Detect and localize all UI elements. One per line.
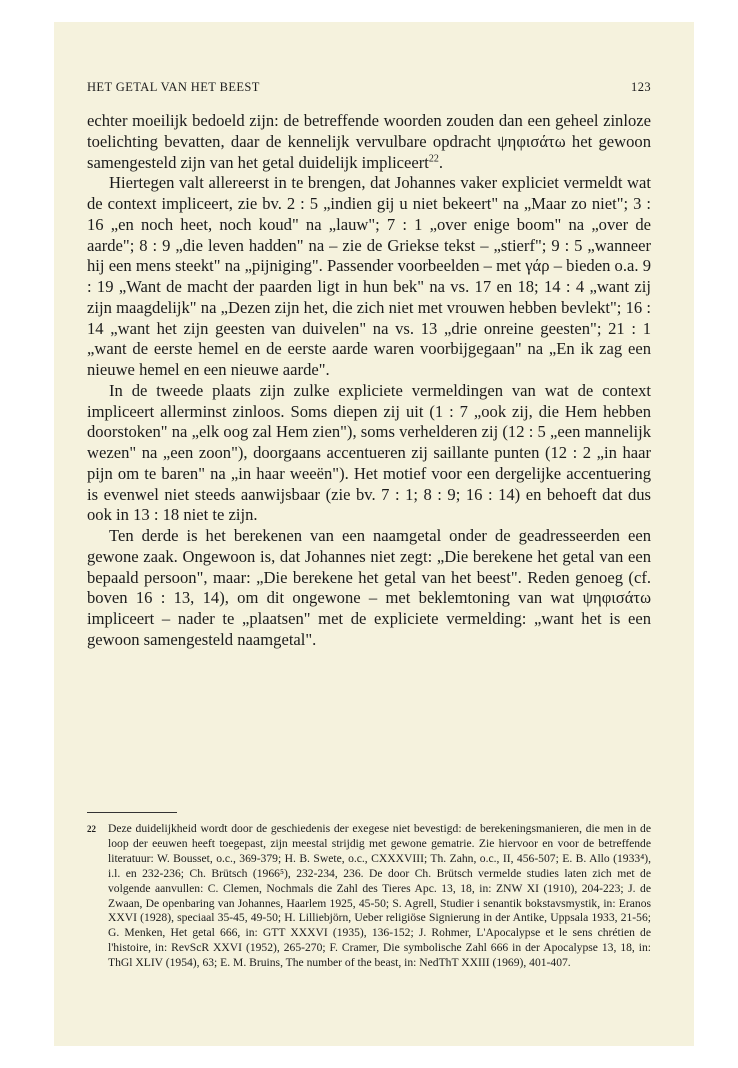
p2-text-1: Hiertegen valt allereerst in te brengen, dat Johannes vaker expliciet vermeldt wat de context impliceert, zie bv. 2 : 5 „indien gij u niet bekeert" na „Maar zo niet"; 3 : 16 „en noch heet, noch koud" na „lauw"; 7 : 1 „over enige boom" na „over de aarde"; 8 : 9 „die leven hadden" na – zie de Griekse tekst – „stierf"; 9 : 5 „wanneer hij een mens steekt" na „pijniging". Passender voorbeelden – met <box>87 173 651 276</box>
paragraph-4 <box>87 526 651 651</box>
p4-text-1: Ten derde is het berekenen van een naamgetal onder de geadresseerden een gewone zaak. Ongewoon is, dat Johannes niet zegt: „Die berekene het getal van een bepaald persoon", maar: „Die berekene het getal van het beest". Reden genoeg (cf. boven 16 : 13, 14), om dit ongewone – met beklemtoning van wat <box>87 526 651 608</box>
page-number: 123 <box>631 80 651 94</box>
footnote-ref: 22 <box>428 152 439 164</box>
footnote-rule <box>87 812 177 813</box>
p1-text-1: echter moeilijk bedoeld zijn: de betreffende woorden zouden dan een geheel zinloze toelichting bevatten, daar de kennelijk vervulbare opdracht <box>87 111 651 151</box>
paragraph-3: In de tweede plaats zijn zulke expliciete vermeldingen van wat de context impliceert allerminst zinloos. Soms diepen zij uit (1 : 7 „ook zij, die Hem hebben doorstoken" na „elk oog zal Hem zien"), soms verhelderen zij (12 : 5 „een mannelijk wezen" na „een zoon"), doorgaans accentueren zij saillante punten (12 : 2 „in haar pijn om te baren" na „in haar weeën"). Het motief voor een dergelijke accentuering is evenwel niet steeds aanwijsbaar (zie bv. 7 : 1; 8 : 9; 16 : 14) en behoeft dat dus ook in 13 : 18 niet te zijn. <box>87 380 651 525</box>
paragraph-1 <box>87 111 651 173</box>
p4-greek: ψηφισάτω <box>582 588 651 608</box>
footnote-text: Deze duidelijkheid wordt door de geschiedenis der exegese niet bevestigd: de berekeningsmanieren, die men in de loop der eeuwen heeft toegepast, zijn meestal strijdig met gewone gematrie. Zie hiervoor en voor de betreffende literatuur: W. Bousset, o.c., 369-379; H. B. Swete, o.c., CXXXVIII; Th. Zahn, o.c., II, 456-507; E. B. Allo (1933⁴), i.l. en 232-236; Ch. Brütsch (1966⁵), 232-234, 236. De door Ch. Brütsch vermelde studies laten zich met de volgende aanvullen: C. Clemen, Nochmals die Zahl des Tieres Apc. 13, 18, in: ZNW XI (1910), 204-223; J. de Zwaan, De openbaring van Johannes, Haarlem 1925, 45-50; S. Agrell, Studier i senantik bokstavsmystik, in: Eranos XXVI (1928), speciaal 35-45, 49-50; H. Lilliebjörn, Ueber religiöse Signierung in der Antike, Uppsala 1933, 21-56; G. Menken, Het getal 666, in: GTT XXXVI (1935), 136-152; J. Rohmer, L'Apocalypse et le sens chrétien de l'histoire, in: RevScR XXVI (1952), 265-270; F. Cramer, Die symbolische Zahl 666 in der Apocalypse 13, 18, in: ThGl XLIV (1954), 63; E. M. Bruins, The number of the beast, in: NedThT XXIII (1969), 401-407. <box>108 822 651 970</box>
footnote <box>87 822 651 971</box>
p1-greek: ψηφισάτω <box>497 131 566 151</box>
paragraph-2 <box>87 173 651 381</box>
p2-text-2: – bieden o.a. 9 : 19 „Want de macht der paarden ligt in hun bek" na vs. 17 en 18; 14 : 4 „want zij zijn maagdelijk" na „Dezen zijn het, die zich niet met vrouwen hebben bevlekt"; 16 : 14 „want het zijn geesten van duivelen" na vs. 13 „drie onreine geesten"; 21 : 1 „want de eerste hemel en de eerste aarde waren voorbijgegaan" na „En ik zag een nieuwe hemel en een nieuwe aarde". <box>87 256 651 379</box>
p2-greek: γάρ <box>525 256 550 276</box>
footnote-marker: 22 <box>87 824 96 834</box>
running-title: HET GETAL VAN HET BEEST <box>87 80 260 94</box>
p1-text-2: het gewoon samengesteld zijn van het getal duidelijk impliceert <box>87 131 652 172</box>
body-text <box>87 111 651 651</box>
p4-text-2: impliceert – nader te „plaatsen" met de expliciete vermelding: „want het is een gewoon samengesteld naamgetal". <box>87 609 651 649</box>
p1-text-3: . <box>438 152 444 172</box>
